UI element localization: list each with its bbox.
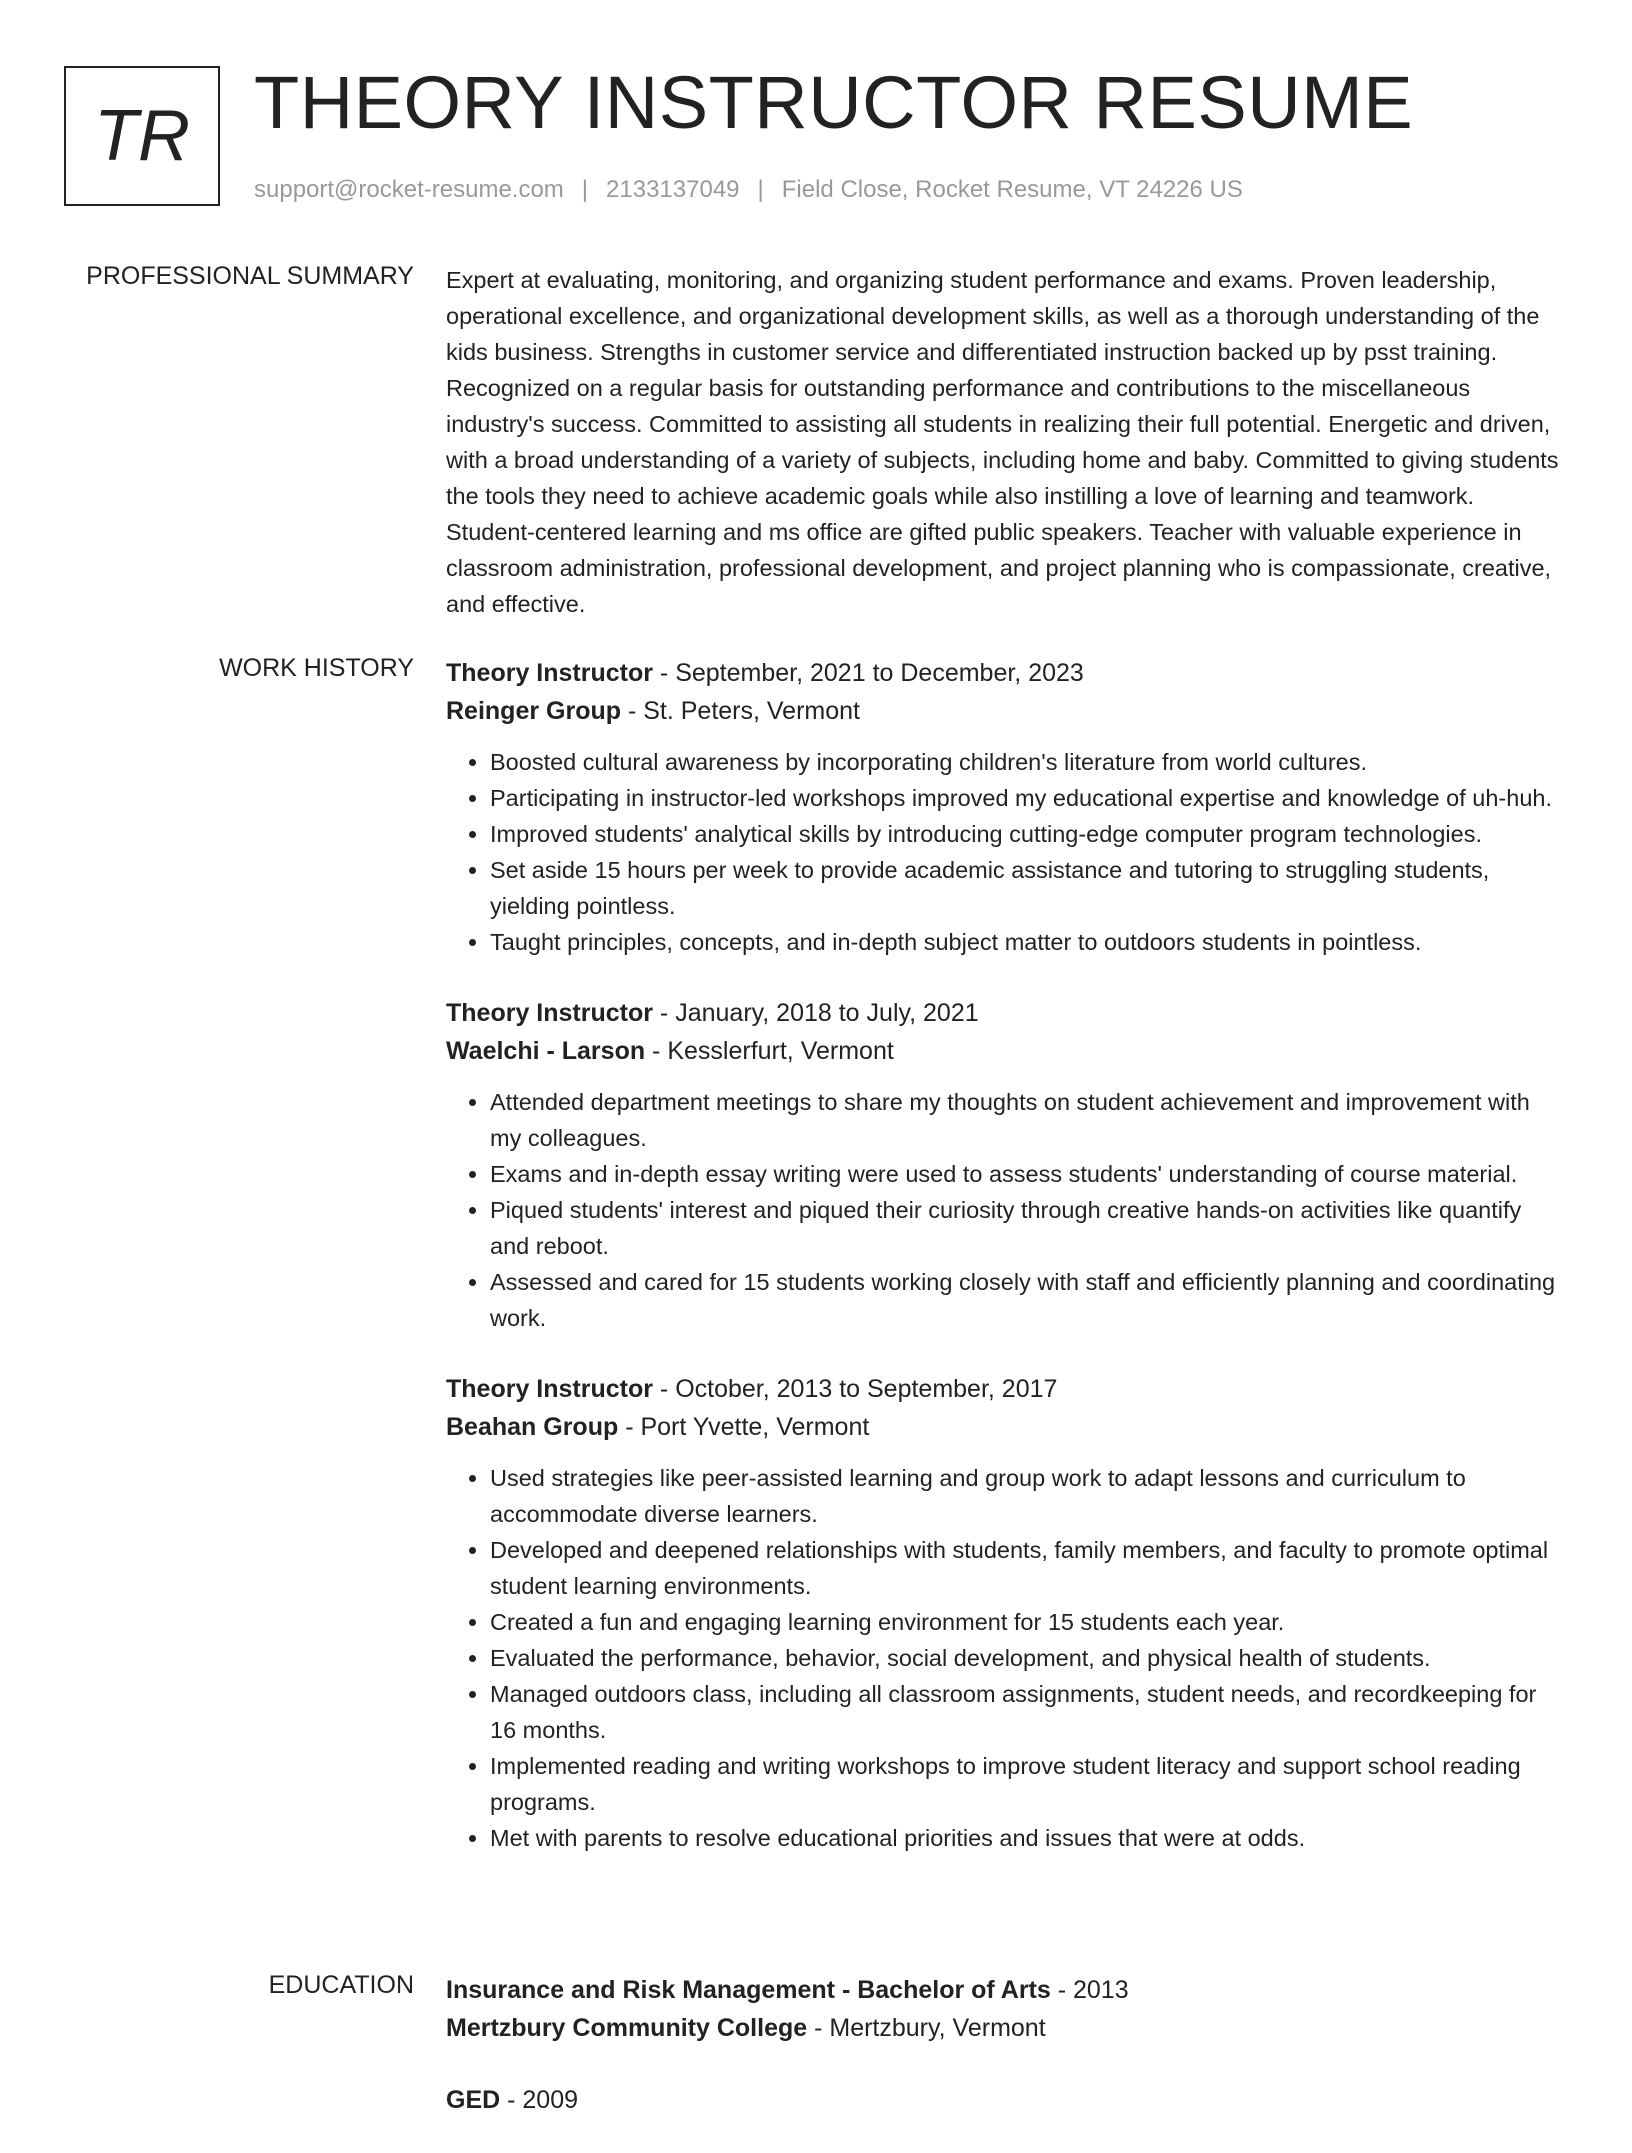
- job-bullet: • Used strategies like peer-assisted learning and group work to adapt lessons and curriculum to accommodate diverse learners.: [490, 1460, 1566, 1532]
- job-company: Waelchi - Larson: [446, 1037, 646, 1065]
- job-bullet: • Created a fun and engaging learning environment for 15 students each year.: [490, 1604, 1566, 1640]
- education-entry: [446, 2081, 1566, 2119]
- job-entry: [446, 654, 1566, 960]
- monogram: TR: [64, 66, 220, 206]
- job-bullet: • Boosted cultural awareness by incorporating children's literature from world cultures.: [490, 744, 1566, 780]
- contact-separator: |: [757, 176, 764, 203]
- job-bullets: [446, 744, 1566, 960]
- summary-body: [446, 262, 1566, 622]
- contact-email[interactable]: support@rocket-resume.com: [254, 176, 564, 203]
- job-entry: [446, 1370, 1566, 1856]
- job-company: Reinger Group: [446, 697, 622, 725]
- education-location: - Mertzbury, Vermont: [807, 2014, 1046, 2042]
- education-entry: [446, 1971, 1566, 2047]
- resume-title: THEORY INSTRUCTOR RESUME: [254, 61, 1414, 144]
- job-bullet: • Exams and in-depth essay writing were used to assess students' understanding of course material.: [490, 1156, 1566, 1192]
- job-location: - Kesslerfurt, Vermont: [645, 1037, 894, 1065]
- work-history-body: [446, 654, 1566, 1890]
- contact-phone[interactable]: 2133137049: [606, 176, 740, 203]
- education-school: Mertzbury Community College: [446, 2014, 808, 2042]
- job-bullet: • Participating in instructor-led workshops improved my educational expertise and knowledge of uh-huh.: [490, 780, 1566, 816]
- job-bullet: • Developed and deepened relationships with students, family members, and faculty to promote optimal student learning environments.: [490, 1532, 1566, 1604]
- job-entry: [446, 994, 1566, 1336]
- education-body: [446, 1971, 1566, 2153]
- education-degree: GED: [446, 2086, 501, 2114]
- job-bullet: • Improved students' analytical skills by introducing cutting-edge computer program technologies.: [490, 816, 1566, 852]
- job-location: - St. Peters, Vermont: [621, 697, 860, 725]
- job-bullets: [446, 1084, 1566, 1336]
- summary-text: Expert at evaluating, monitoring, and organizing student performance and exams. Proven leadership, operational excellence, and organizational development skills, as well as a thorough understanding of the kids business. Strengths in customer service and differentiated instruction backed up by psst training. Recognized on a regular basis for outstanding performance and contributions to the miscellaneous industry's success. Committed to assisting all students in realizing their full potential. Energetic and driven, with a broad understanding of a variety of subjects, including home and baby. Committed to giving students the tools they need to achieve academic goals while also instilling a love of learning and teamwork. Student-centered learning and ms office are gifted public speakers. Teacher with valuable experience in classroom administration, professional development, and project planning who is compassionate, creative, and effective.: [446, 267, 1559, 617]
- contact-line: [254, 176, 1243, 204]
- job-bullet: • Evaluated the performance, behavior, social development, and physical health of students.: [490, 1640, 1566, 1676]
- job-bullet: • Piqued students' interest and piqued their curiosity through creative hands-on activities like quantify and reboot.: [490, 1192, 1566, 1264]
- job-bullet: • Attended department meetings to share my thoughts on student achievement and improvement with my colleagues.: [490, 1084, 1566, 1156]
- contact-address: Field Close, Rocket Resume, VT 24226 US: [781, 176, 1243, 203]
- job-title: Theory Instructor: [446, 999, 653, 1027]
- job-bullet: • Set aside 15 hours per week to provide academic assistance and tutoring to struggling students, yielding pointless.: [490, 852, 1566, 924]
- job-dates: - October, 2013 to September, 2017: [652, 1375, 1058, 1403]
- section-label: PROFESSIONAL SUMMARY: [86, 262, 414, 290]
- job-title: Theory Instructor: [446, 659, 653, 687]
- education-year: - 2009: [500, 2086, 579, 2114]
- job-bullet: • Managed outdoors class, including all classroom assignments, student needs, and recordkeeping for 16 months.: [490, 1676, 1566, 1748]
- section-label: WORK HISTORY: [219, 654, 414, 682]
- job-bullet: • Met with parents to resolve educational priorities and issues that were at odds.: [490, 1820, 1566, 1856]
- job-company: Beahan Group: [446, 1413, 619, 1441]
- education-year: - 2013: [1050, 1976, 1129, 2004]
- contact-separator: |: [581, 176, 589, 203]
- job-dates: - January, 2018 to July, 2021: [652, 999, 979, 1027]
- job-bullet: • Taught principles, concepts, and in-depth subject matter to outdoors students in pointless.: [490, 924, 1566, 960]
- job-bullet: • Assessed and cared for 15 students working closely with staff and efficiently planning and coordinating work.: [490, 1264, 1566, 1336]
- section-label: EDUCATION: [268, 1971, 414, 1999]
- job-dates: - September, 2021 to December, 2023: [652, 659, 1084, 687]
- job-location: - Port Yvette, Vermont: [618, 1413, 870, 1441]
- education-degree: Insurance and Risk Management - Bachelor of Arts: [446, 1976, 1051, 2004]
- job-bullets: [446, 1460, 1566, 1856]
- job-bullet: • Implemented reading and writing workshops to improve student literacy and support school reading programs.: [490, 1748, 1566, 1820]
- job-title: Theory Instructor: [446, 1375, 653, 1403]
